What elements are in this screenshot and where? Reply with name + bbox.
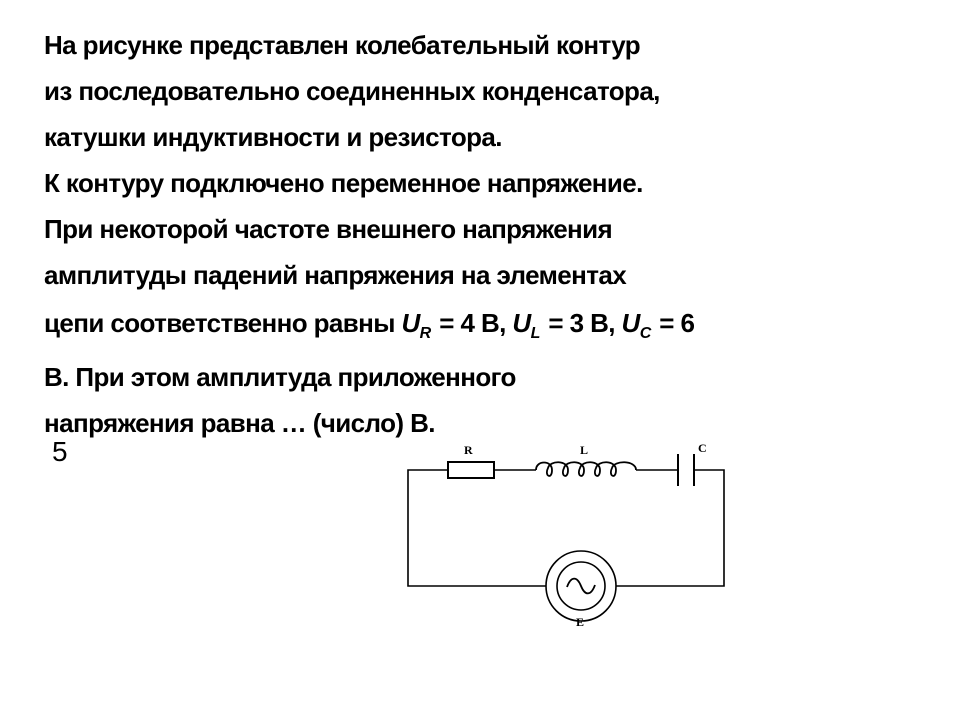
inductor-label: L bbox=[580, 443, 589, 457]
problem-line-1: На рисунке представлен колебательный контур bbox=[44, 30, 641, 60]
resistor-symbol bbox=[448, 462, 494, 478]
uc-value: = 6 bbox=[652, 308, 695, 338]
sine-wave-icon bbox=[567, 579, 595, 594]
capacitor-label: C bbox=[698, 441, 707, 455]
problem-line-6: амплитуды падений напряжения на элементах bbox=[44, 260, 627, 290]
ul-subscript: L bbox=[530, 325, 540, 342]
problem-line-5: При некоторой частоте внешнего напряжения bbox=[44, 214, 613, 244]
ur-symbol: U bbox=[401, 308, 420, 338]
problem-line-4: К контуру подключено переменное напряжение. bbox=[44, 168, 643, 198]
problem-line-9: напряжения равна … (число) В. bbox=[44, 408, 435, 438]
problem-line-3: катушки индуктивности и резистора. bbox=[44, 122, 502, 152]
problem-line-2: из последовательно соединенных конденсатора, bbox=[44, 76, 660, 106]
inductor-symbol bbox=[536, 462, 636, 476]
problem-text bbox=[44, 22, 924, 446]
problem-line-8: В. При этом амплитуда приложенного bbox=[44, 362, 516, 392]
problem-line-7-prefix: цепи соответственно равны bbox=[44, 308, 402, 338]
ur-subscript: R bbox=[419, 325, 431, 342]
uc-symbol: U bbox=[621, 308, 640, 338]
answer-value: 5 bbox=[52, 436, 68, 467]
resistor-label: R bbox=[464, 443, 473, 457]
wire-right bbox=[616, 470, 724, 586]
source-label: E bbox=[576, 615, 585, 628]
uc-subscript: C bbox=[639, 325, 651, 342]
problem-line-7 bbox=[44, 298, 924, 354]
wire-left bbox=[408, 470, 546, 586]
ul-symbol: U bbox=[512, 308, 531, 338]
ur-value: = 4 В, bbox=[432, 308, 513, 338]
ul-value: = 3 В, bbox=[541, 308, 622, 338]
circuit-diagram bbox=[400, 436, 740, 628]
